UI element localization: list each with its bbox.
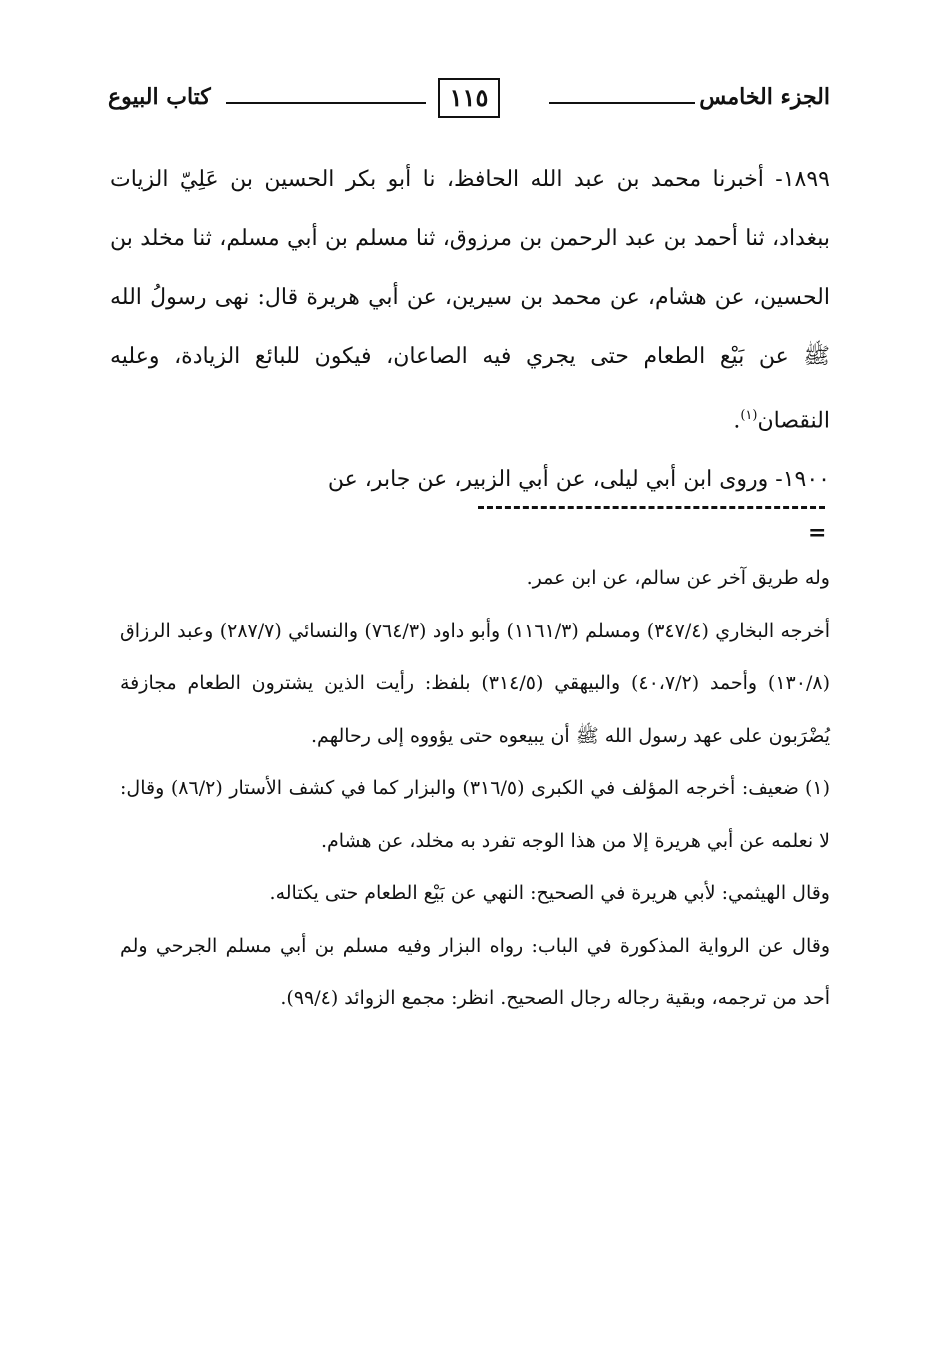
footnote-1: [120, 762, 830, 867]
header-rule-left: [226, 102, 426, 104]
header-rule-right: [549, 102, 695, 104]
volume-label: الجزء الخامس: [699, 84, 830, 110]
hadith-1900: ١٩٠٠- وروى ابن أبي ليلى، عن أبي الزبير، عن جابر، عن: [327, 467, 830, 493]
footnote-1-paragraph-3: وقال عن الرواية المذكورة في الباب: رواه البزار وفيه مسلم بن أبي مسلم الجرحي ولم أحد من ترجمه، وبقية رجاله رجال الصحيح. انظر: مجمع الزوائد (٩٩/٤).: [120, 934, 830, 1009]
footnote-1-number: (١): [804, 777, 830, 799]
footnotes: [120, 552, 830, 1025]
hadith-1899: [110, 150, 830, 450]
footnote-reference: (١): [740, 408, 758, 423]
book-title: كتاب البيوع: [108, 84, 211, 110]
main-text: [110, 150, 830, 509]
footnote-1-paragraph-2: وقال الهيثمي: لأبي هريرة في الصحيح: النهي عن بَيْع الطعام حتى يكتاله.: [269, 882, 830, 904]
hadith-1899-end: .: [733, 408, 741, 434]
footnote-1-text: ضعيف: أخرجه المؤلف في الكبرى (٣١٦/٥) والبزار كما في كشف الأستار (٨٦/٢) وقال: لا نعلمه عن أبي هريرة إلا من هذا الوجه تفرد به مخلد، عن هشام.: [120, 777, 830, 852]
page-number-box: ١١٥: [438, 78, 500, 118]
continuation-mark: =: [808, 520, 827, 546]
footnote-continuation-2: أخرجه البخاري (٣٤٧/٤) ومسلم (١١٦١/٣) وأبو داود (٧٦٤/٣) والنسائي (٢٨٧/٧) وعبد الرزاق (١٣٠/٨) وأحمد (٤٠،٧/٢) والبيهقي (٣١٤/٥) بلفظ: رأيت الذين يشترون الطعام مجازفة يُضْرَبون على عهد رسول الله ﷺ أن يبيعوه حتى يؤووه إلى رحالهم.: [120, 619, 830, 747]
footnote-continuation-1: وله طريق آخر عن سالم، عن ابن عمر.: [526, 567, 830, 589]
hadith-1899-text: ١٨٩٩- أخبرنا محمد بن عبد الله الحافظ، نا أبو بكر الحسين بن عَلِيّ الزيات ببغداد، ثنا أحمد بن عبد الرحمن بن مرزوق، ثنا مسلم بن أبي مسلم، ثنا مخلد بن الحسين، عن هشام، عن محمد بن سيرين، عن أبي هريرة قال: نهى رسولُ الله ﷺ عن بَيْع الطعام حتى يجري فيه الصاعان، فيكون للبائع الزيادة، وعليه النقصان: [110, 167, 830, 434]
footnote-separator: [478, 506, 825, 509]
page-header: [108, 78, 830, 124]
